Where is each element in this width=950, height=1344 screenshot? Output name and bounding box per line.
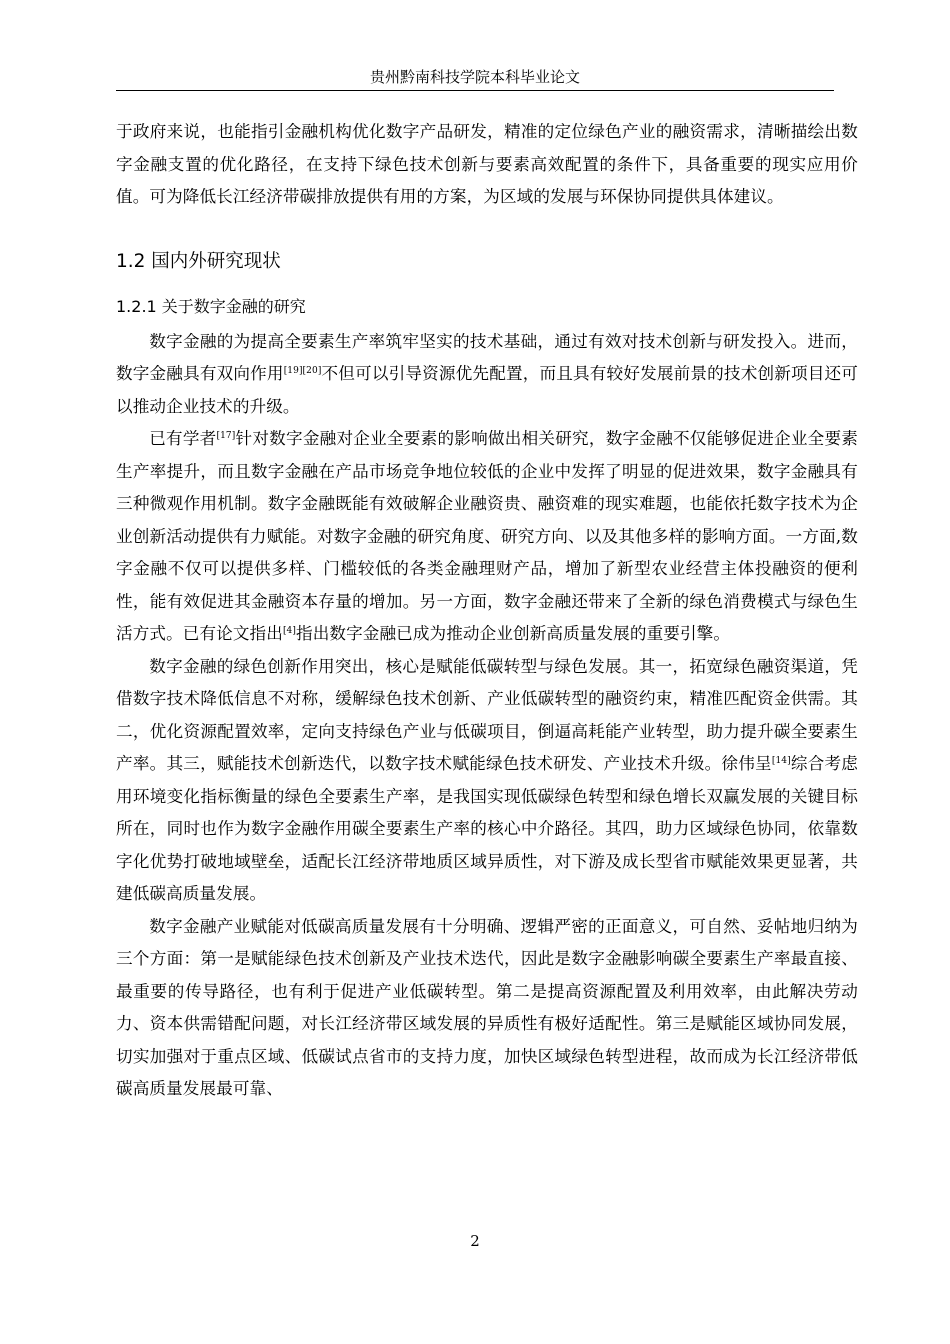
paragraph-text: 数字金融的绿色创新作用突出，核心是赋能低碳转型与绿色发展。其一，拓宽绿色融资渠道，凭借数字技术降低信息不对称，缓解绿色技术创新、产业低碳转型的融资约束，精准匹配资金供需。其二，优化资源配置效率，定向支持绿色产业与低碳项目，倒逼高耗能产业转型，助力提升碳全要素生产率。其三，赋能技术创新迭代，以数字技术赋能绿色技术研发、产业技术升级。徐伟呈 — [116, 656, 858, 773]
paragraph-text: 已有学者 — [149, 429, 217, 448]
paragraph-text: 针对数字金融对企业全要素的影响做出相关研究，数字金融不仅能够促进企业全要素生产率提升，而且数字金融在产品市场竞争地位较低的企业中发挥了明显的促进效果，数字金融具有三种微观作用机制。数字金融既能有效破解企业融资贵、融资难的现实难题，也能依托数字技术为企业创新活动提供有力赋能。对数字金融的研究角度、研究方向、以及其他多样的影响方面。一方面,数字金融不仅可以提供多样、门槛较低的各类金融理财产品，增加了新型农业经营主体投融资的便利性，能有效促进其金融资本存量的增加。另一方面，数字金融还带来了全新的绿色消费模式与绿色生活方式。已有论文指出 — [116, 429, 858, 643]
paragraph-continued: 于政府来说，也能指引金融机构优化数字产品研发，精准的定位绿色产业的融资需求，清晰描绘出数字金融支置的优化路径，在支持下绿色技术创新与要素高效配置的条件下，具备重要的现实应用价值。可为降低长江经济带碳排放提供有用的方案，为区域的发展与环保协同提供具体建议。 — [116, 122, 858, 206]
citation: [4] — [282, 626, 296, 636]
page-number: 2 — [470, 1232, 480, 1250]
paragraph-text: 综合考虑用环境变化指标衡量的绿色全要素生产率，是我国实现低碳绿色转型和绿色增长双赢发展的关键目标所在，同时也作为数字金融作用碳全要素生产率的核心中介路径。其四，助力区域绿色协同，依靠数字化优势打破地域壁垒，适配长江经济带地质区域异质性，对下游及成长型省市赋能效果更显著，共建低碳高质量发展。 — [116, 754, 858, 903]
paragraph-text: 指出数字金融已成为推动企业创新高质量发展的重要引擎。 — [296, 624, 731, 643]
paragraph-text: 数字金融的为提高全要素生产率筑牢坚实的技术基础，通过有效对技术创新与研发投入。进而，数字金融具有双向作用 — [116, 331, 858, 383]
page-header — [116, 64, 834, 91]
citation: [14] — [771, 756, 791, 766]
paragraph-scholar-research — [116, 423, 858, 651]
paragraph-text: 不但可以引导资源优先配置，而且具有较好发展前景的技术创新项目还可以推动企业技术的升级。 — [116, 364, 859, 416]
page-body — [116, 116, 858, 1106]
section-heading: 1.2 国内外研究现状 — [116, 250, 281, 272]
citation: [17] — [216, 431, 236, 441]
paragraph-green-innovation — [116, 651, 858, 911]
header-title: 贵州黔南科技学院本科毕业论文 — [369, 68, 580, 86]
paragraph-digital-finance-intro — [116, 326, 858, 424]
subsection-heading: 1.2.1 关于数字金融的研究 — [116, 296, 306, 316]
paragraph-industry-empowerment: 数字金融产业赋能对低碳高质量发展有十分明确、逻辑严密的正面意义，可自然、妥帖地归纳为三个方面：第一是赋能绿色技术创新及产业技术迭代，因此是数字金融影响碳全要素生产率最直接、最重要的传导路径，也有利于促进产业低碳转型。第二是提高资源配置及利用效率，由此解决劳动力、资本供需错配问题，对长江经济带区域发展的异质性有极好适配性。第三是赋能区域协同发展，切实加强对于重点区域、低碳试点省市的支持力度，加快区域绿色转型进程，故而成为长江经济带低碳高质量发展最可靠、 — [116, 916, 858, 1098]
citation: [19][20] — [283, 366, 322, 376]
